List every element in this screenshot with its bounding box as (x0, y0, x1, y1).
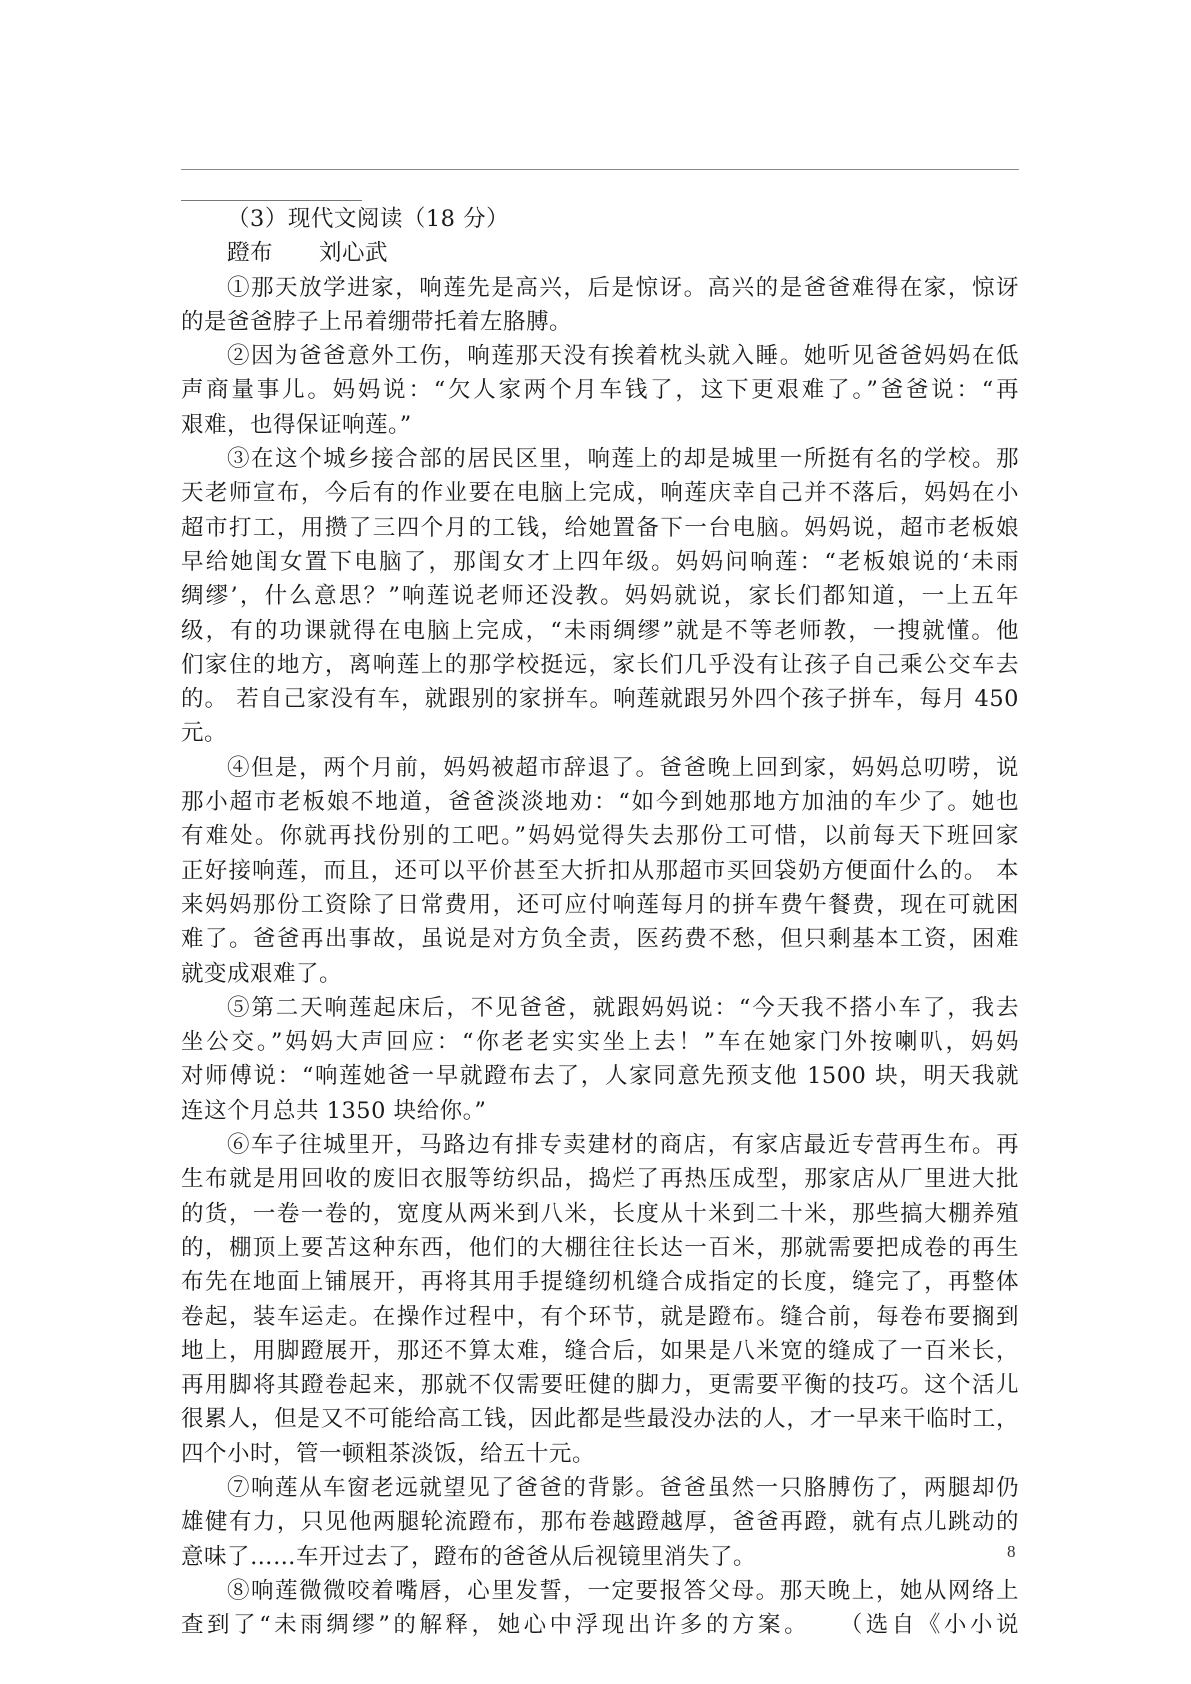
document-body (181, 202, 1019, 1642)
text-line: 难了。爸爸再出事故，虽说是对方负全责，医药费不愁，但只剩基本工资，困难 (181, 926, 1019, 953)
section-heading: （3）现代文阅读（18 分） (227, 206, 510, 232)
text-line: 就变成艰难了。 (181, 960, 343, 987)
text-line: 雄健有力，只见他两腿轮流蹬布，那布卷越蹬越厚，爸爸再蹬，就有点儿跳动的 (181, 1509, 1019, 1536)
header-rule (181, 169, 1019, 170)
text-line: 级，有的功课就得在电脑上完成，“未雨绸缪”就是不等老师教，一搜就懂。他 (181, 617, 1019, 644)
text-line: 的。 若自己家没有车，就跟别的家拼车。响莲就跟另外四个孩子拼车，每月 450 (181, 686, 1019, 713)
text-line: 早给她闺女置下电脑了，那闺女才上四年级。妈妈问响莲：“老板娘说的‘未雨 (181, 548, 1019, 575)
text-line: 连这个月总共 1350 块给你。” (181, 1097, 487, 1124)
text-line: ④但是，两个月前，妈妈被超市辞退了。爸爸晚上回到家，妈妈总叨唠，说 (227, 754, 1019, 781)
text-line: 正好接响莲，而且，还可以平价甚至大折扣从那超市买回袋奶方便面什么的。 本 (181, 857, 1019, 884)
text-line: 对师傅说：“响莲她爸一早就蹬布去了，人家同意先预支他 1500 块，明天我就 (181, 1063, 1019, 1090)
text-line: 生布就是用回收的废旧衣服等纺织品，捣烂了再热压成型，那家店从厂里进大批 (181, 1166, 1019, 1193)
text-line: 很累人，但是又不可能给高工钱，因此都是些最没办法的人，才一早来干临时工， (181, 1406, 1019, 1433)
text-line: ⑧响莲微微咬着嘴唇，心里发誓，一定要报答父母。那天晚上，她从网络上 (227, 1577, 1019, 1604)
text-line: 地上，用脚蹬展开，那还不算太难，缝合后，如果是八米宽的缝成了一百米长， (181, 1337, 1019, 1364)
text-line: ②因为爸爸意外工伤，响莲那天没有挨着枕头就入睡。她听见爸爸妈妈在低 (227, 343, 1019, 370)
text-line: 意味了……车开过去了，蹬布的爸爸从后视镜里消失了。 (181, 1543, 757, 1570)
text-line: ⑦响莲从车窗老远就望见了爸爸的背影。爸爸虽然一只胳膊伤了，两腿却仍 (227, 1474, 1019, 1501)
text-line: 坐公交。”妈妈大声回应：“你老老实实坐上去！”车在她家门外按喇叭，妈妈 (181, 1029, 1019, 1056)
text-line: 布先在地面上铺展开，再将其用手提缝纫机缝合成指定的长度，缝完了，再整体 (181, 1269, 1019, 1296)
text-line: 艰难，也得保证响莲。” (181, 411, 412, 438)
text-line: 天老师宣布，今后有的作业要在电脑上完成，响莲庆幸自己并不落后，妈妈在小 (181, 480, 1019, 507)
footnote-rule (181, 200, 362, 201)
article-title: 蹬布 刘心武 (227, 240, 389, 267)
text-line: 那小超市老板娘不地道，爸爸淡淡地劝：“如今到她那地方加油的车少了。她也 (181, 789, 1019, 816)
text-line: 来妈妈那份工资除了日常费用，还可应付响莲每月的拼车费午餐费，现在可就困 (181, 891, 1019, 918)
text-line: 再用脚将其蹬卷起来，那就不仅需要旺健的脚力，更需要平衡的技巧。这个活儿 (181, 1372, 1019, 1399)
text-line: 超市打工，用攒了三四个月的工钱，给她置备下一台电脑。妈妈说，超市老板娘 (181, 514, 1019, 541)
page-number: 8 (1007, 1542, 1016, 1561)
text-line: 们家住的地方，离响莲上的那学校挺远，家长们几乎没有让孩子自己乘公交车去 (181, 651, 1019, 678)
text-line: 查到了“未雨绸缪”的解释，她心中浮现出许多的方案。 （选自《小小说 (181, 1612, 1019, 1639)
text-line: ⑤第二天响莲起床后，不见爸爸，就跟妈妈说：“今天我不搭小车了，我去 (227, 994, 1019, 1021)
text-line: 声商量事儿。妈妈说：“欠人家两个月车钱了，这下更艰难了。”爸爸说：“再 (181, 377, 1019, 404)
text-line: 的是爸爸脖子上吊着绷带托着左胳膊。 (181, 308, 573, 335)
text-line: 卷起，装车运走。在操作过程中，有个环节，就是蹬布。缝合前，每卷布要搁到 (181, 1303, 1019, 1330)
text-line: ①那天放学进家，响莲先是高兴，后是惊讶。高兴的是爸爸难得在家，惊讶 (227, 274, 1019, 301)
text-line: 绸缪’，什么意思？”响莲说老师还没教。妈妈就说，家长们都知道，一上五年 (181, 583, 1019, 610)
text-line: 的货，一卷一卷的，宽度从两米到八米，长度从十米到二十米，那些搞大棚养殖 (181, 1200, 1019, 1227)
text-line: 的，棚顶上要苫这种东西，他们的大棚往往长达一百米，那就需要把成卷的再生 (181, 1234, 1019, 1261)
text-line: 有难处。你就再找份别的工吧。”妈妈觉得失去那份工可惜，以前每天下班回家 (181, 823, 1019, 850)
text-line: ③在这个城乡接合部的居民区里，响莲上的却是城里一所挺有名的学校。那 (227, 446, 1019, 473)
text-line: ⑥车子往城里开，马路边有排专卖建材的商店，有家店最近专营再生布。再 (227, 1132, 1019, 1159)
text-line: 四个小时，管一顿粗茶淡饭，给五十元。 (181, 1440, 596, 1467)
text-line: 元。 (181, 720, 228, 747)
